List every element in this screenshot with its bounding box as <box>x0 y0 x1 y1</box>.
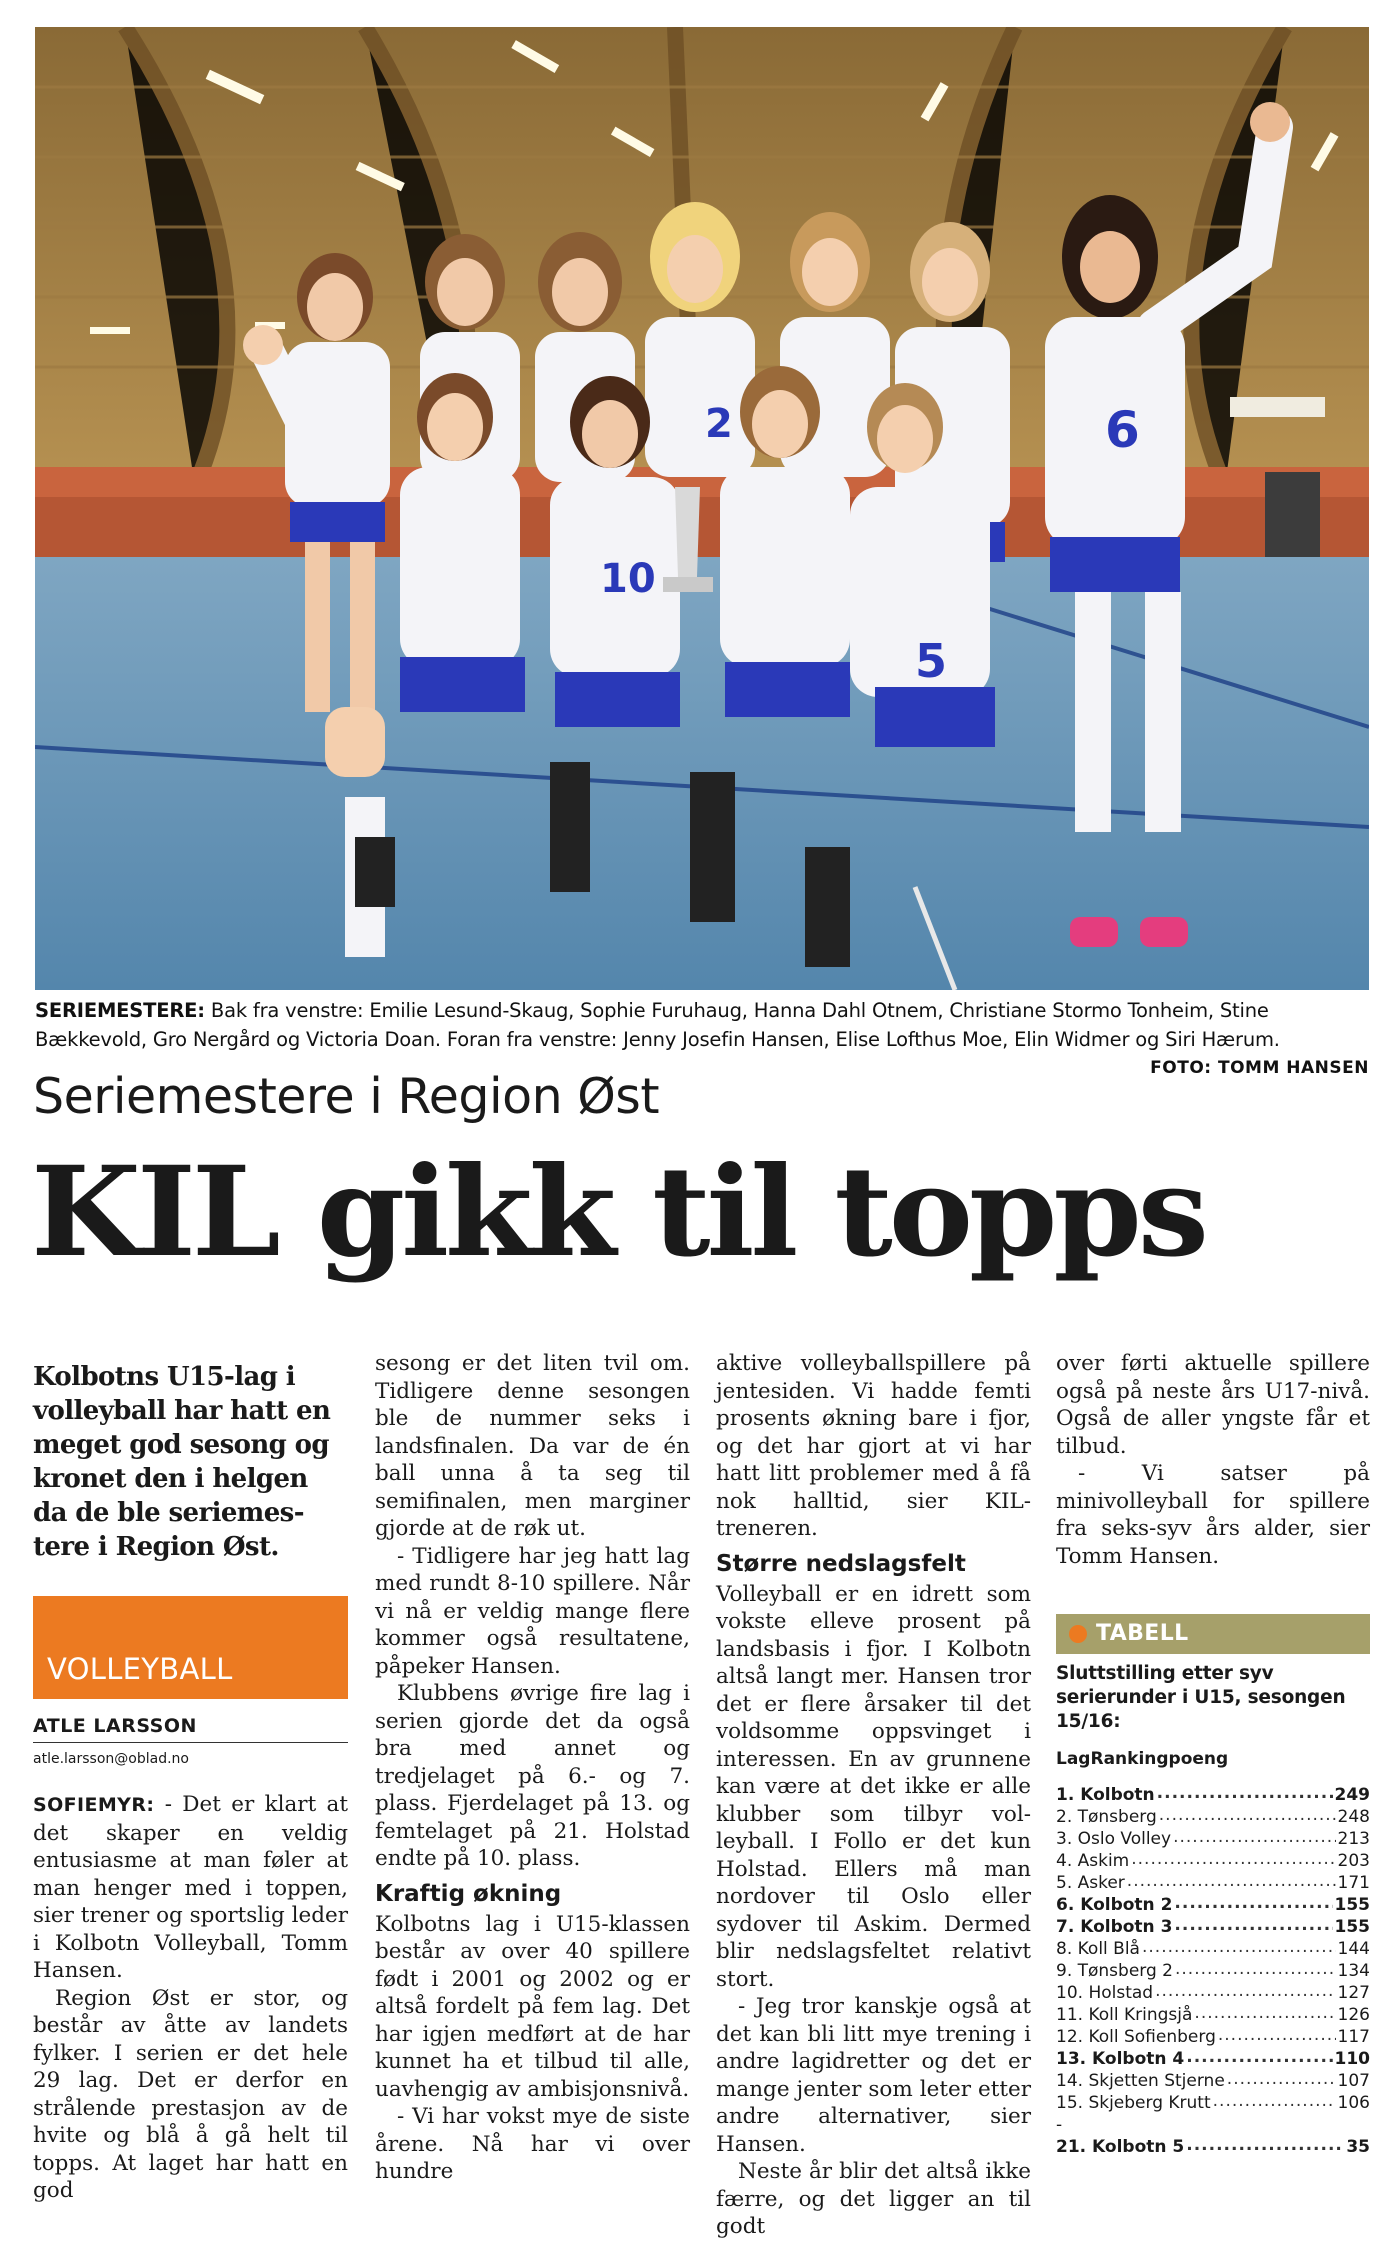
team-name: 6. Kolbotn 2 <box>1056 1895 1173 1915</box>
column-4 <box>1056 1350 1370 2158</box>
headline: KIL gikk til topps <box>31 1140 1205 1285</box>
body-paragraph: Klubbens øvrige fire lag i serien gjorde det da også bra med annet og tredjelaget på 6.- og 7. plass. Fjerdelaget på 13. og femtelaget på 21. Holstad endte på 10. plass. <box>375 1681 690 1871</box>
table-row <box>1056 1828 1370 1850</box>
table-row <box>1056 2136 1370 2158</box>
team-points: 106 <box>1337 2093 1370 2113</box>
dateline: SOFIEMYR: <box>33 1794 155 1816</box>
body-paragraph: - Vi har vokst mye de siste årene. Nå har vi over hundre <box>375 2104 690 2184</box>
intro-text: Kolbotns U15-lag i volleyball har hatt en meget god sesong og kronet den i helgen da de ble seriemestere i Region Øst. <box>33 1362 331 1562</box>
byline-name: ATLE LARSSON <box>33 1713 348 1743</box>
team-photo <box>35 27 1369 990</box>
body-paragraph: Region Øst er stor, og består av åtte av landets fylker. I serien er det hele 29 lag. Det er derfor en strålende prestasjon av de hvite og blå å gå helt til topps. At laget har hatt en god <box>33 1985 348 2203</box>
table-row <box>1056 1960 1370 1982</box>
team-name: 13. Kolbotn 4 <box>1056 2049 1185 2069</box>
leader-dots <box>1155 1982 1335 1998</box>
table-row <box>1056 1784 1370 1806</box>
leader-dots <box>1159 1806 1336 1822</box>
team-points: 117 <box>1337 2027 1370 2047</box>
team-points: 107 <box>1337 2071 1370 2091</box>
column-2 <box>375 1350 690 2186</box>
body-paragraph: - Jeg tror kanskje også at det kan bli litt mye trening i andre lagidretter og det er mange jenter som leter etter andre alternativer, sier Hansen. <box>716 1994 1031 2157</box>
standings-table <box>1056 1614 1370 2158</box>
leader-dots <box>1174 1916 1332 1932</box>
team-points: 248 <box>1337 1807 1370 1827</box>
svg-text:10: 10 <box>600 556 656 602</box>
column-header-team: Lag <box>1056 1749 1091 1769</box>
table-row <box>1056 1938 1370 1960</box>
leader-dots <box>1157 1784 1333 1800</box>
body-paragraph: - Vi satser på minivolleyball for spillere fra seks-syv års alder, sier Tomm Hansen. <box>1056 1461 1370 1569</box>
body-paragraph: aktive volleyballspillere på jentesiden. Vi hadde femti prosents økning bare i fjor, og det har gjort at vi har hatt litt problemer med å få nok halltid, sier KIL-treneren. <box>716 1351 1031 1541</box>
team-points: 126 <box>1337 2005 1370 2025</box>
table-row <box>1056 1894 1370 1916</box>
team-name: 9. Tønsberg 2 <box>1056 1961 1173 1981</box>
bullet-icon <box>1069 1625 1087 1643</box>
subheading: Kraftig økning <box>375 1880 562 1907</box>
leader-dots <box>1218 2026 1336 2042</box>
table-header <box>1056 1614 1370 1654</box>
leader-dots <box>1127 1872 1336 1888</box>
leader-dots <box>1186 2048 1332 2064</box>
team-name: 2. Tønsberg <box>1056 1807 1157 1827</box>
body-paragraph: Neste år blir det altså ikke færre, og det ligger an til godt <box>716 2159 1031 2239</box>
table-subtitle: Sluttstilling etter syv serierunder i U15, sesongen 15/16: <box>1056 1663 1346 1732</box>
caption-lead: SERIEMESTERE: <box>35 999 205 1022</box>
photo-credit: FOTO: TOMM HANSEN <box>1150 1058 1369 1078</box>
table-row <box>1056 2048 1370 2070</box>
table-row <box>1056 1806 1370 1828</box>
body-paragraph: sesong er det liten tvil om. Tidligere denne sesongen ble de nummer seks i landsfinalen. Da var de én ball unna å ta seg til semifinalen, men marginer gjorde at de røk ut. <box>375 1351 690 1541</box>
leader-dots <box>1173 1828 1335 1844</box>
svg-text:6: 6 <box>1105 401 1140 459</box>
table-title: TABELL <box>1096 1621 1189 1646</box>
kicker: Seriemestere i Region Øst <box>33 1068 660 1125</box>
column-header-points: Rankingpoeng <box>1090 1749 1229 1769</box>
team-name: 4. Askim <box>1056 1851 1130 1871</box>
column-3 <box>716 1350 1031 2241</box>
table-row <box>1056 1982 1370 2004</box>
svg-text:5: 5 <box>915 634 948 688</box>
team-points: 155 <box>1334 1895 1370 1915</box>
team-points: 249 <box>1334 1785 1370 1805</box>
svg-text:2: 2 <box>705 401 733 447</box>
caption-text: Bak fra venstre: Emilie Lesund-Skaug, Sophie Furuhaug, Hanna Dahl Otnem, Christiane Stormo Tonheim, Stine Bækkevold, Gro Nergård og Victoria Doan. Foran fra venstre: Jenny Josefin Hansen, Elise Lofthus Moe, Elin Widmer og Siri Hærum. <box>35 999 1280 1051</box>
table-row <box>1056 1916 1370 1938</box>
section-label-text: VOLLEYBALL <box>47 1651 233 1686</box>
body-paragraph <box>33 1791 348 1985</box>
leader-dots <box>1142 1938 1336 1954</box>
team-points: 127 <box>1337 1983 1370 2003</box>
leader-dots <box>1131 1850 1335 1866</box>
team-points: 144 <box>1337 1939 1370 1959</box>
leader-dots <box>1175 1960 1336 1976</box>
byline-email[interactable]: atle.larsson@oblad.no <box>33 1750 189 1767</box>
table-row <box>1056 1850 1370 1872</box>
table-row <box>1056 1872 1370 1894</box>
team-name: 8. Koll Blå <box>1056 1939 1140 1959</box>
body-paragraph: - Tidligere har jeg hatt lag med rundt 8-10 spillere. Når vi nå er veldig mange flere kommer også resultatene, påpeker Hansen. <box>375 1543 690 1679</box>
leader-dots <box>1227 2070 1336 2086</box>
team-name: 14. Skjetten Stjerne <box>1056 2071 1225 2091</box>
team-name: 7. Kolbotn 3 <box>1056 1917 1173 1937</box>
team-points: 134 <box>1337 1961 1370 1981</box>
body-text: - Det er klart at det skaper en veldig entusiasme at man føler at man henger med i toppen, sier trener og sportslig leder i Kolbotn Volleyball, Tomm Hansen. <box>33 1792 349 1983</box>
team-name: 15. Skjeberg Krutt <box>1056 2093 1211 2113</box>
team-photo-illustration <box>35 27 1369 990</box>
team-name: 12. Koll Sofienberg <box>1056 2027 1216 2047</box>
table-row <box>1056 2092 1370 2114</box>
subheading: Større nedslagsfelt <box>716 1550 966 1577</box>
team-name: 11. Koll Kringsjå <box>1056 2005 1193 2025</box>
team-points: 203 <box>1337 1851 1370 1871</box>
section-label <box>33 1596 348 1699</box>
team-name: 1. Kolbotn <box>1056 1785 1155 1805</box>
body-paragraph: over førti aktuelle spillere også på neste års U17-nivå. Også de aller yngste får et tilbud. <box>1056 1351 1370 1459</box>
column-1 <box>33 1350 348 2205</box>
body-paragraph: Kolbotns lag i U15-klassen består av over 40 spillere født i 2001 og 2002 og er altså fordelt på fem lag. Det har igjen medført at de har kunnet ha et tilbud til alle, uavhengig av ambisjonsnivå. <box>375 1911 690 2102</box>
team-name: 21. Kolbotn 5 <box>1056 2137 1185 2157</box>
team-points: 171 <box>1337 1873 1370 1893</box>
team-name: 10. Holstad <box>1056 1983 1154 2003</box>
team-name: 3. Oslo Volley <box>1056 1829 1172 1849</box>
team-points: 110 <box>1334 2049 1370 2069</box>
leader-dots <box>1174 1894 1332 1910</box>
table-row <box>1056 2004 1370 2026</box>
table-head-row <box>1056 1748 1370 1770</box>
leader-dots <box>1194 2004 1335 2020</box>
table-row-separator <box>1056 2114 1370 2136</box>
team-points: 155 <box>1334 1917 1370 1937</box>
team-name: 5. Asker <box>1056 1873 1125 1893</box>
leader-dots <box>1213 2092 1336 2108</box>
team-points: 213 <box>1337 1829 1370 1849</box>
team-points: 35 <box>1346 2137 1370 2157</box>
table-row <box>1056 2026 1370 2048</box>
table-rows <box>1056 1784 1370 2114</box>
table-row <box>1056 2070 1370 2092</box>
body-paragraph: Volleyball er en idrett som vokste elleve prosent på landsbasis i fjor. I Kolbotn altså langt mer. Hansen tror det er flere årsaker til det voldsomme oppsvinget i interessen. En av grunnene kan være at det ikke er alle klubber som tilbyr volleyball. I Follo er det kun Holstad. Ellers må man nordover til Oslo eller sydover til Askim. Dermed blir nedslagsfeltet relativt stort. <box>716 1581 1031 1992</box>
leader-dots <box>1186 2136 1344 2152</box>
separator-dash: - <box>1056 2115 1063 2135</box>
